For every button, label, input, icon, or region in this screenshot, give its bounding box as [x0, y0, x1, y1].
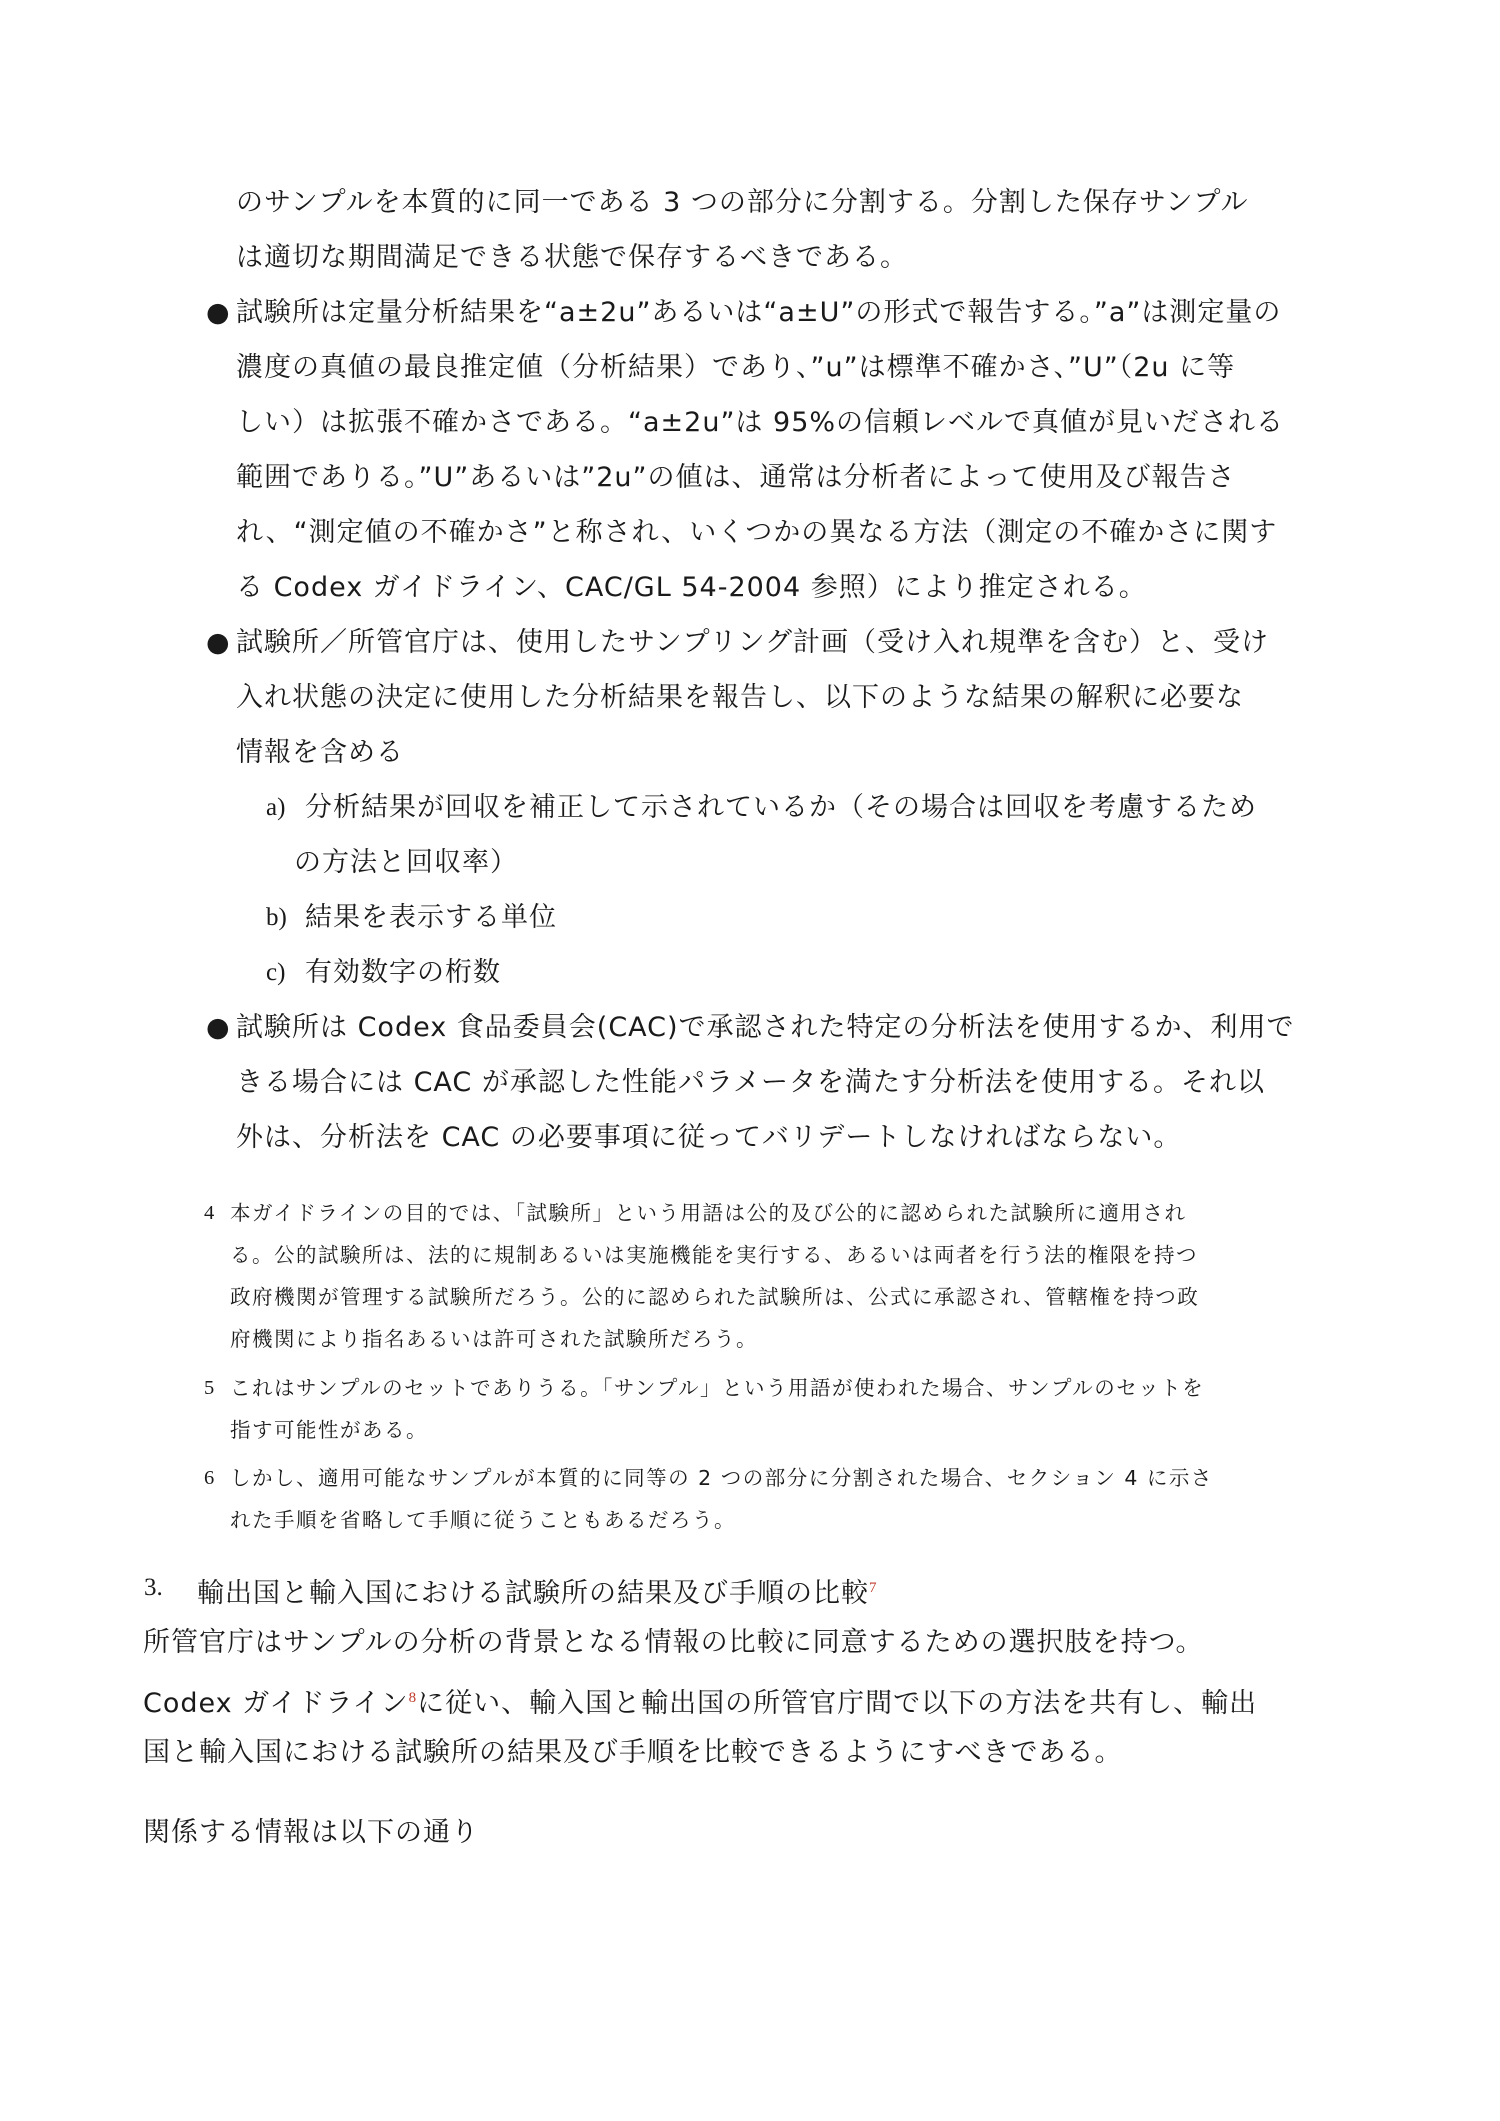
subitem-label: a) — [266, 794, 286, 821]
footnote-ref: 8 — [408, 1690, 418, 1706]
bullet-line: 範囲でありる。”U”あるいは”2u”の値は、通常は分析者によって使用及び報告さ — [236, 462, 1236, 493]
bullet-marker: ● — [206, 297, 230, 328]
bullet-line: れ、“測定値の不確かさ”と称され、いくつかの異なる方法（測定の不確かさに関す — [236, 517, 1278, 548]
footnote-line: る。公的試験所は、法的に規制あるいは実施機能を実行する、あるいは両者を行う法的権限を持つ — [230, 1243, 1198, 1267]
bullet-line: 試験所は Codex 食品委員会(CAC)で承認された特定の分析法を使用するか、利用で — [236, 1012, 1295, 1043]
footnote-ref: 7 — [869, 1580, 878, 1596]
section-paragraph: 関係する情報は以下の通り — [143, 1817, 479, 1848]
section-paragraph: 所管官庁はサンプルの分析の背景となる情報の比較に同意するための選択肢を持つ。 — [143, 1627, 1204, 1658]
section-paragraph — [143, 1678, 1257, 1724]
footnote-number: 6 — [204, 1467, 215, 1489]
bullet-line: 試験所は定量分析結果を“a±2u”あるいは“a±U”の形式で報告する。”a”は測定量の — [236, 297, 1282, 328]
bullet-line: 濃度の真値の最良推定値（分析結果）であり、”u”は標準不確かさ、”U”（2u に等 — [236, 352, 1236, 383]
footnote-number: 5 — [204, 1377, 215, 1399]
subitem-line: 有効数字の桁数 — [305, 957, 501, 988]
subitem-label: b) — [266, 904, 287, 931]
footnote-number: 4 — [204, 1202, 215, 1224]
paragraph-line: は適切な期間満足できる状態で保存するべきである。 — [236, 242, 908, 273]
subitem-line: の方法と回収率） — [294, 847, 518, 878]
footnote-line: 本ガイドラインの目的では、「試験所」という用語は公的及び公的に認められた試験所に適用され — [230, 1201, 1187, 1225]
footnote-line: れた手順を省略して手順に従うこともあるだろう。 — [230, 1508, 736, 1532]
footnote-line: しかし、適用可能なサンプルが本質的に同等の 2 つの部分に分割された場合、セクション 4 に示さ — [230, 1466, 1213, 1490]
paragraph-text: に従い、輸入国と輸出国の所管官庁間で以下の方法を共有し、輸出 — [417, 1688, 1258, 1719]
bullet-marker: ● — [206, 627, 230, 658]
bullet-line: 試験所／所管官庁は、使用したサンプリング計画（受け入れ規準を含む）と、受け — [236, 627, 1270, 658]
section-number: 3. — [144, 1574, 163, 1601]
section-title — [197, 1568, 878, 1614]
footnote-line: これはサンプルのセットでありうる。「サンプル」という用語が使われた場合、サンプルのセットを — [230, 1376, 1205, 1400]
bullet-line: 外は、分析法を CAC の必要事項に従ってバリデートしなければならない。 — [236, 1122, 1182, 1153]
bullet-marker: ● — [206, 1012, 230, 1043]
footnote-line: 政府機関が管理する試験所だろう。公的に認められた試験所は、公式に承認され、管轄権を持つ政 — [230, 1285, 1200, 1309]
paragraph-line: のサンプルを本質的に同一である 3 つの部分に分割する。分割した保存サンプル — [236, 187, 1249, 218]
subitem-line: 分析結果が回収を補正して示されているか（その場合は回収を考慮するため — [305, 792, 1257, 823]
bullet-line: 情報を含める — [236, 737, 404, 768]
paragraph-text: Codex ガイドライン — [143, 1688, 409, 1719]
section-paragraph: 国と輸入国における試験所の結果及び手順を比較できるようにすべきである。 — [143, 1737, 1123, 1768]
footnote-line: 指す可能性がある。 — [230, 1418, 428, 1442]
subitem-label: c) — [266, 959, 286, 986]
subitem-line: 結果を表示する単位 — [305, 902, 557, 933]
bullet-line: きる場合には CAC が承認した性能パラメータを満たす分析法を使用する。それ以 — [236, 1067, 1266, 1098]
bullet-line: しい）は拡張不確かさである。“a±2u”は 95%の信頼レベルで真値が見いだされる — [236, 407, 1285, 438]
section-title-text: 輸出国と輸入国における試験所の結果及び手順の比較 — [197, 1578, 869, 1609]
bullet-line: る Codex ガイドライン、CAC/GL 54-2004 参照）により推定される。 — [236, 572, 1147, 603]
footnote-line: 府機関により指名あるいは許可された試験所だろう。 — [230, 1327, 758, 1351]
bullet-line: 入れ状態の決定に使用した分析結果を報告し、以下のような結果の解釈に必要な — [236, 682, 1244, 713]
